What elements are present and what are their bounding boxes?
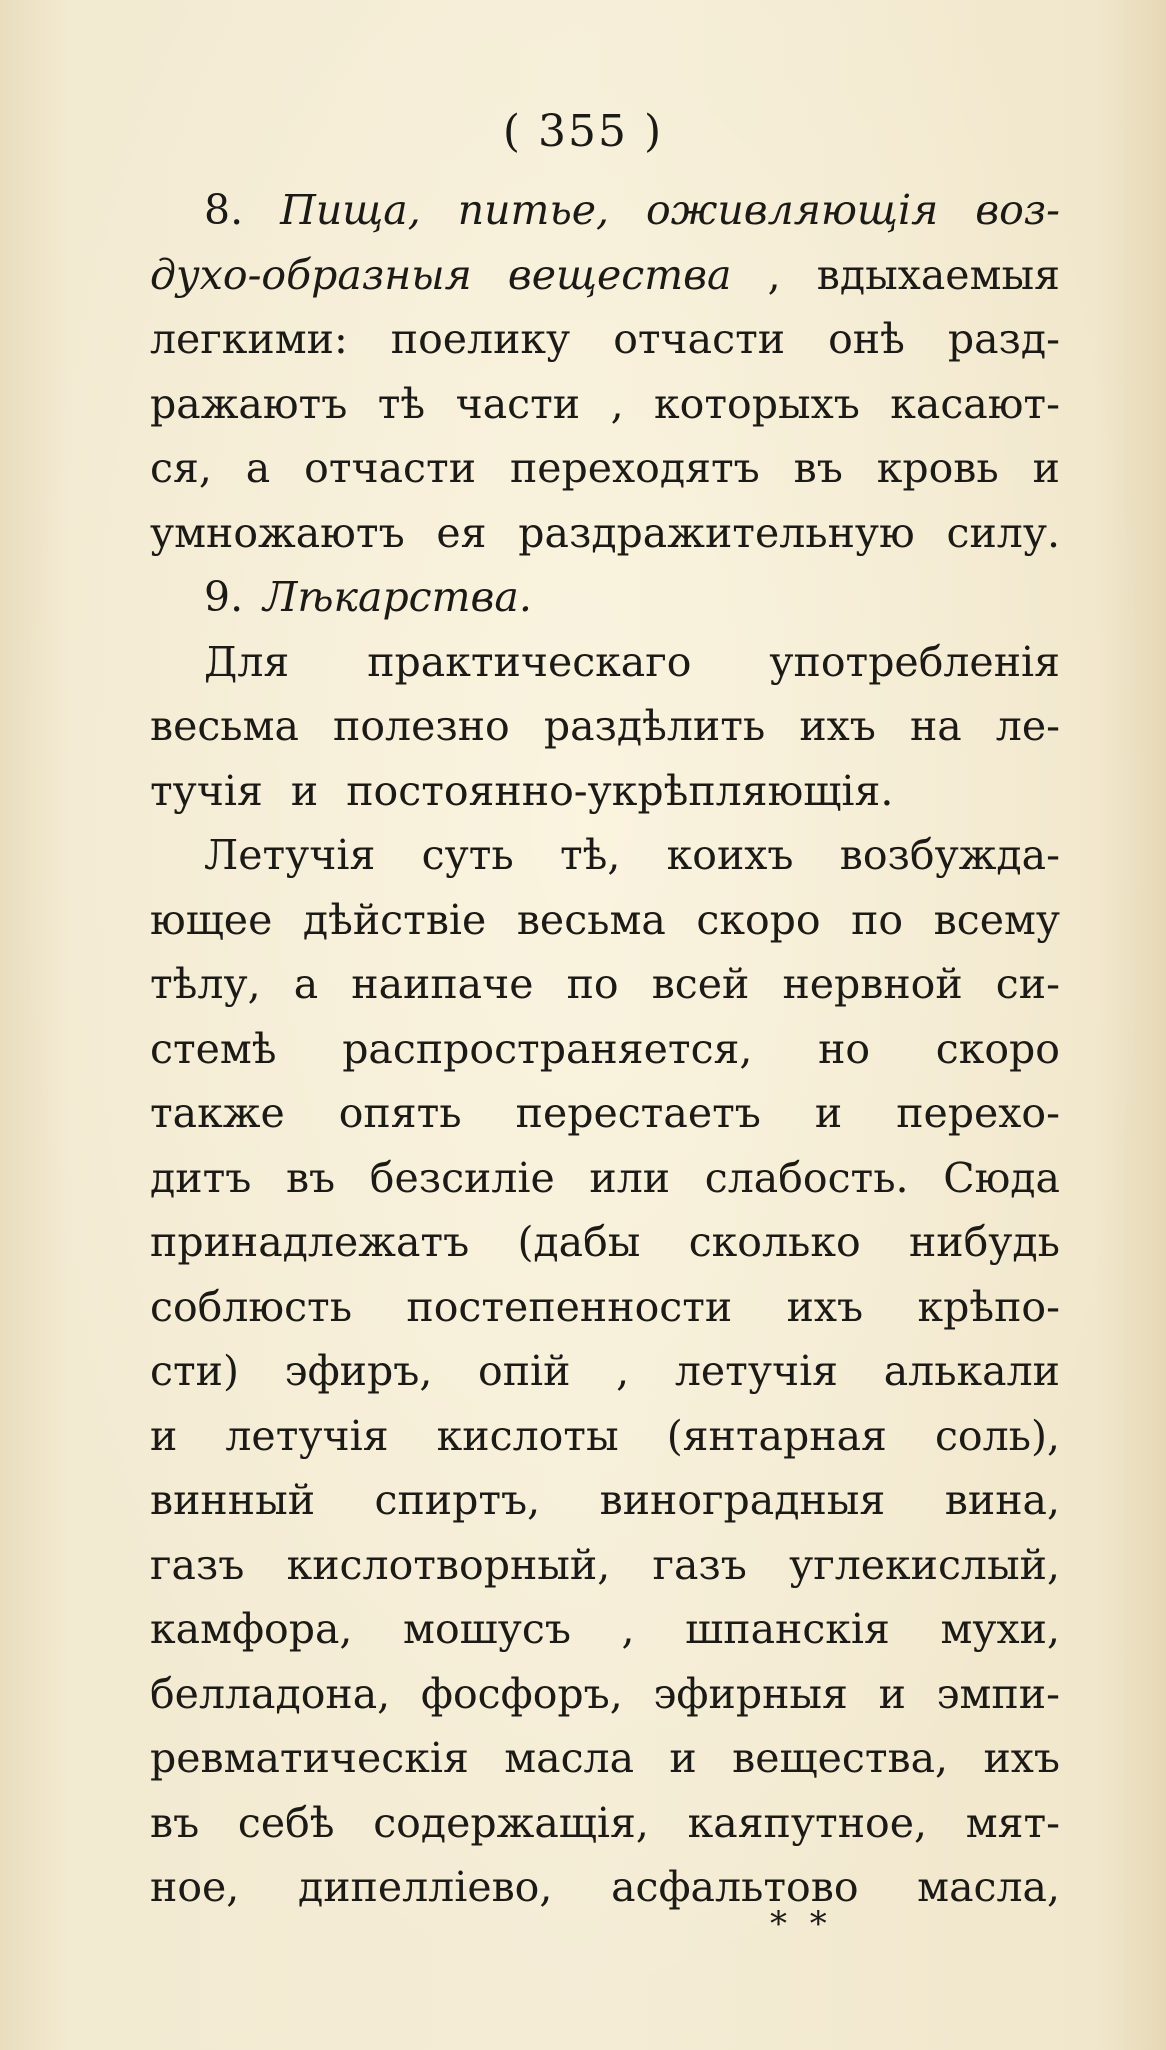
word: въ: [793, 444, 843, 492]
word: ихъ: [786, 1282, 864, 1331]
word: каяпутное,: [687, 1798, 927, 1847]
word: части: [455, 379, 581, 428]
text-line: [150, 759, 1060, 824]
word: 8.: [204, 186, 244, 234]
word: тучія: [150, 766, 263, 815]
word: белладона,: [150, 1669, 391, 1718]
word: а: [293, 960, 319, 1008]
word: отчасти: [304, 444, 477, 492]
word: переходятъ: [509, 444, 760, 492]
text-line: [150, 1081, 1060, 1146]
word: асфальтово: [611, 1863, 859, 1911]
word: разд-: [947, 315, 1060, 363]
word: газъ: [652, 1540, 747, 1589]
word: онѣ: [828, 315, 905, 363]
word: кислотворный,: [286, 1540, 611, 1589]
word: вина,: [944, 1476, 1060, 1524]
catchword-signature: * *: [770, 1904, 833, 1944]
word: ,: [616, 1347, 630, 1395]
word: эмпи-: [936, 1669, 1060, 1718]
word: спиртъ,: [374, 1476, 541, 1524]
word: и: [878, 1669, 906, 1718]
word: винный: [150, 1476, 316, 1524]
word: оживляющія: [646, 186, 939, 234]
word: въ: [150, 1798, 200, 1847]
word: летучія: [225, 1411, 389, 1460]
word: соблюсть: [150, 1282, 353, 1331]
text-line: [150, 436, 1060, 501]
word: алькали: [883, 1347, 1060, 1395]
word: ,: [610, 379, 624, 428]
word: возбужда-: [839, 831, 1060, 879]
word: тѣлу,: [150, 960, 261, 1008]
text-line: [150, 1855, 1060, 1920]
word: си-: [995, 960, 1060, 1008]
word: газъ: [150, 1540, 245, 1589]
word: поелику: [390, 315, 571, 363]
word: духо-образныя: [150, 250, 472, 299]
word: Для: [204, 637, 290, 686]
word: постепенности: [406, 1282, 733, 1331]
word: весьма: [516, 895, 666, 944]
text-line: [150, 1533, 1060, 1598]
word: мят-: [965, 1798, 1060, 1847]
word: и: [814, 1089, 843, 1137]
word: стемѣ: [150, 1024, 277, 1073]
word: весьма: [150, 702, 299, 750]
text-line: [150, 1017, 1060, 1082]
word: сти): [150, 1347, 239, 1395]
word: безсиліе: [369, 1153, 555, 1202]
word: скоро: [935, 1024, 1060, 1073]
word: ражаютъ: [150, 379, 348, 428]
text-line: [150, 1146, 1060, 1211]
text-line: [150, 823, 1060, 888]
word: вещества,: [732, 1734, 949, 1782]
word: Пища,: [280, 186, 421, 234]
word: кислоты: [436, 1411, 619, 1460]
text-line: [150, 1662, 1060, 1727]
word: летучія: [674, 1347, 839, 1395]
word: нибудь: [908, 1218, 1060, 1266]
word: скоро: [696, 895, 821, 944]
word: мухи,: [940, 1605, 1060, 1653]
word: (янтарная: [666, 1411, 887, 1460]
word: употребленія: [769, 637, 1060, 686]
word: масла,: [917, 1863, 1060, 1911]
word: углекислый,: [789, 1540, 1060, 1589]
word: кровь: [876, 444, 999, 492]
word: ся,: [150, 444, 212, 492]
word: перестаетъ: [515, 1089, 761, 1137]
word: содержащія,: [373, 1798, 649, 1847]
word: эфиръ,: [284, 1347, 433, 1395]
text-line: [150, 630, 1060, 695]
word: и: [290, 766, 319, 815]
text-line: [150, 307, 1060, 372]
word: Сюда: [943, 1153, 1060, 1202]
word: по: [566, 960, 619, 1008]
word: всему: [933, 895, 1060, 944]
text-line: [150, 1339, 1060, 1404]
word: камфора,: [150, 1605, 353, 1653]
text-line: [150, 1597, 1060, 1662]
page-number: ( 355 ): [502, 106, 664, 157]
word: себѣ: [237, 1798, 335, 1847]
word: отчасти: [613, 315, 786, 363]
word: силу.: [946, 508, 1060, 557]
word: по: [851, 895, 904, 944]
text-line: [150, 178, 1060, 243]
word: перехо-: [896, 1089, 1060, 1137]
word: ющее: [150, 895, 273, 944]
text-line: [150, 243, 1060, 308]
word: и: [669, 1734, 697, 1782]
word: умножаютъ: [150, 508, 405, 557]
word: шпанскія: [685, 1605, 890, 1653]
text-line: [150, 1791, 1060, 1856]
word: всей: [651, 960, 750, 1008]
text-line: [150, 1404, 1060, 1469]
word: воз-: [975, 186, 1060, 234]
word: въ: [285, 1153, 336, 1202]
word: раздѣлить: [543, 702, 766, 750]
word: на: [909, 702, 962, 750]
text-line: [150, 372, 1060, 437]
text-line: [150, 501, 1060, 566]
word: суть: [421, 831, 514, 879]
word: и: [150, 1411, 178, 1460]
word: Лѣкарства.: [263, 573, 532, 621]
word: постоянно-укрѣпляющія.: [346, 766, 894, 815]
word: вещества: [507, 250, 732, 299]
word: масла: [504, 1734, 635, 1782]
word: но: [818, 1024, 871, 1073]
word: (дабы: [517, 1218, 641, 1266]
word: дипелліево,: [297, 1863, 553, 1911]
text-line: [150, 952, 1060, 1017]
word: ,: [767, 250, 781, 299]
word: тѣ,: [559, 831, 621, 879]
word: или: [589, 1153, 671, 1202]
text-line: [150, 694, 1060, 759]
word: крѣпо-: [917, 1282, 1060, 1331]
word: принадлежатъ: [150, 1218, 470, 1266]
text-line: [150, 1210, 1060, 1275]
word: 9.: [204, 573, 244, 621]
word: эфирныя: [653, 1669, 848, 1718]
text-line: [150, 888, 1060, 953]
word: касают-: [890, 379, 1060, 428]
word: соль),: [934, 1411, 1060, 1460]
word: сколько: [688, 1218, 861, 1266]
word: и: [1032, 444, 1060, 492]
body-text: [150, 178, 1060, 1920]
word: а: [245, 444, 271, 492]
word: дѣйствіе: [302, 895, 487, 944]
text-line: [150, 1726, 1060, 1791]
word: опять: [338, 1089, 462, 1137]
word: питье,: [457, 186, 610, 234]
word: тѣ: [377, 379, 426, 428]
word: мошусъ: [403, 1605, 571, 1653]
word: ея: [436, 508, 487, 557]
word: вдыхаемыя: [816, 250, 1060, 299]
text-line: [150, 565, 1060, 630]
word: ихъ: [983, 1734, 1060, 1782]
text-line: [150, 1275, 1060, 1340]
word: виноградныя: [599, 1476, 886, 1524]
word: ле-: [995, 702, 1060, 750]
text-line: [150, 1468, 1060, 1533]
word: ихъ: [799, 702, 876, 750]
word: фосфоръ,: [420, 1669, 623, 1718]
word: слабость.: [704, 1153, 909, 1202]
word: ревматическія: [150, 1734, 469, 1782]
word: опій: [478, 1347, 571, 1395]
word: нервной: [782, 960, 963, 1008]
word: коихъ: [666, 831, 794, 879]
word: наипаче: [351, 960, 534, 1008]
word: распространяется,: [342, 1024, 753, 1073]
word: раздражительную: [518, 508, 915, 557]
word: дитъ: [150, 1153, 252, 1202]
word: практическаго: [367, 637, 692, 686]
word: ,: [621, 1605, 635, 1653]
word: легкими:: [150, 315, 348, 363]
word: которыхъ: [654, 379, 860, 428]
word: полезно: [333, 702, 510, 750]
word: ное,: [150, 1863, 240, 1911]
word: также: [150, 1089, 285, 1137]
word: Летучія: [204, 831, 376, 879]
